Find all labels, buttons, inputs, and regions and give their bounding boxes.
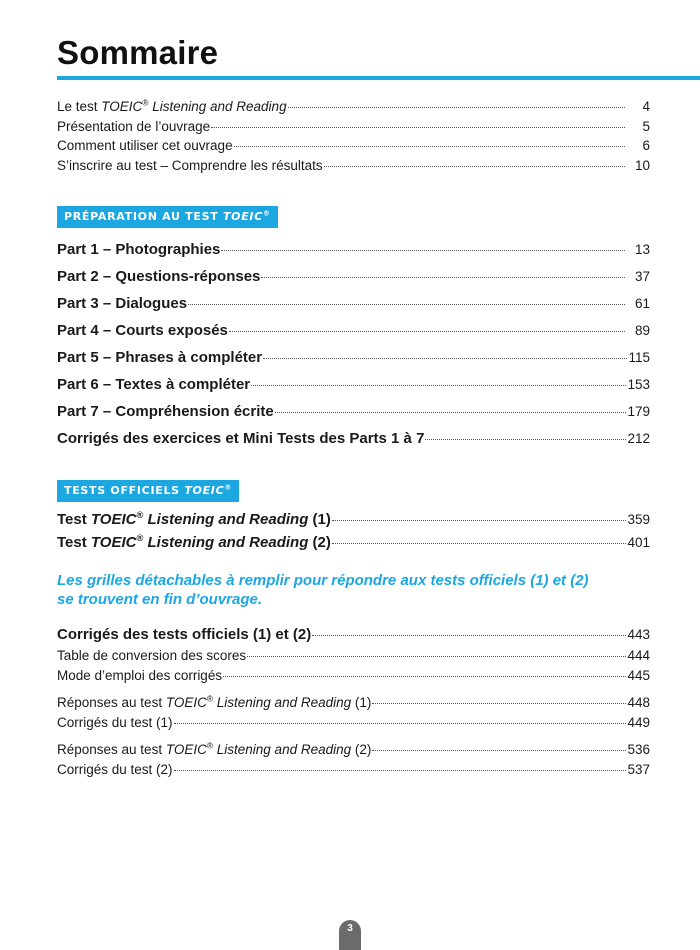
toc-entry-presentation[interactable]: Présentation de l’ouvrage 5 xyxy=(57,117,650,137)
page-number: 443 xyxy=(627,627,650,642)
page-number: 4 xyxy=(642,99,650,114)
page-number: 6 xyxy=(642,138,650,153)
detachable-grids-note: Les grilles détachables à remplir pour répondre aux tests officiels (1) et (2) se trouvent en fin d’ouvrage. xyxy=(57,572,589,608)
page-number: 61 xyxy=(634,296,650,311)
toc-entry-test-1[interactable]: Test TOEIC® Listening and Reading (1) 359 xyxy=(57,508,650,531)
page-number: 5 xyxy=(642,118,650,134)
toc-entry-part-5[interactable]: Part 5 – Phrases à compléter 115 xyxy=(57,344,650,371)
dot-leader xyxy=(372,750,626,751)
dot-leader xyxy=(188,304,625,305)
section-label-preparation: PRÉPARATION AU TEST TOEIC® xyxy=(57,206,278,228)
dot-leader xyxy=(234,146,625,147)
corriges-toc xyxy=(57,624,650,779)
dot-leader xyxy=(332,520,627,521)
dot-leader xyxy=(263,358,627,359)
page-number: 37 xyxy=(634,269,650,284)
toc-entry-reponses-test-1[interactable]: Réponses au test TOEIC® Listening and Reading (1) 448 xyxy=(57,693,650,713)
toc-entry-corriges-exercices[interactable]: Corrigés des exercices et Mini Tests des Parts 1 à 7 212 xyxy=(57,425,650,452)
page-number: 536 xyxy=(627,742,650,757)
page-number: 89 xyxy=(634,323,650,338)
dot-leader xyxy=(324,166,625,167)
toc-entry-table-conversion[interactable]: Table de conversion des scores 444 xyxy=(57,646,650,666)
dot-leader xyxy=(275,412,627,413)
toc-entry-part-7[interactable]: Part 7 – Compréhension écrite 179 xyxy=(57,398,650,425)
dot-leader xyxy=(221,250,625,251)
dot-leader xyxy=(251,385,626,386)
dot-leader xyxy=(211,127,625,128)
toc-entry-comment-utiliser[interactable]: Comment utiliser cet ouvrage 6 xyxy=(57,136,650,156)
toc-entry-part-4[interactable]: Part 4 – Courts exposés 89 xyxy=(57,317,650,344)
page-number: 359 xyxy=(627,512,650,527)
toc-entry-test-2[interactable]: Test TOEIC® Listening and Reading (2) 401 xyxy=(57,531,650,554)
dot-leader xyxy=(372,703,626,704)
dot-leader xyxy=(229,331,625,332)
page-number: 13 xyxy=(634,242,650,257)
page-number: 445 xyxy=(627,667,650,683)
toc-entry-le-test[interactable]: Le test TOEIC® Listening and Reading 4 xyxy=(57,97,650,117)
dot-leader xyxy=(425,439,626,440)
page-number: 212 xyxy=(627,431,650,446)
toc-entry-mode-emploi[interactable]: Mode d’emploi des corrigés 445 xyxy=(57,666,650,686)
dot-leader xyxy=(288,107,625,108)
toc-entry-corriges-test-2[interactable]: Corrigés du test (2) 537 xyxy=(57,760,650,780)
page-number: 153 xyxy=(627,377,650,392)
dot-leader xyxy=(174,723,627,724)
page-number: 448 xyxy=(627,695,650,710)
dot-leader xyxy=(247,656,626,657)
dot-leader xyxy=(174,770,627,771)
page-number: 537 xyxy=(627,761,650,777)
dot-leader xyxy=(261,277,625,278)
toc-entry-part-3[interactable]: Part 3 – Dialogues 61 xyxy=(57,290,650,317)
page-number: 401 xyxy=(627,535,650,550)
page-number: 444 xyxy=(627,648,650,663)
page-number: 449 xyxy=(627,714,650,730)
page-number: 179 xyxy=(627,404,650,419)
toc-entry-reponses-test-2[interactable]: Réponses au test TOEIC® Listening and Reading (2) 536 xyxy=(57,740,650,760)
section-label-tests-officiels: TESTS OFFICIELS TOEIC® xyxy=(57,480,239,502)
dot-leader xyxy=(332,543,627,544)
toc-entry-corriges-test-1[interactable]: Corrigés du test (1) 449 xyxy=(57,713,650,733)
dot-leader xyxy=(312,635,626,636)
page-number: 115 xyxy=(628,350,650,365)
page-title: Sommaire xyxy=(57,34,219,71)
toc-entry-part-6[interactable]: Part 6 – Textes à compléter 153 xyxy=(57,371,650,398)
tests-toc xyxy=(57,508,650,554)
toc-entry-corriges-tests[interactable]: Corrigés des tests officiels (1) et (2) 443 xyxy=(57,624,650,646)
toc-entry-part-2[interactable]: Part 2 – Questions-réponses 37 xyxy=(57,263,650,290)
page-number: 10 xyxy=(634,157,650,173)
preparation-toc xyxy=(57,236,650,452)
page-number-tab: 3 xyxy=(339,920,361,950)
toc-entry-part-1[interactable]: Part 1 – Photographies 13 xyxy=(57,236,650,263)
toc-entry-inscrire[interactable]: S’inscrire au test – Comprendre les résultats 10 xyxy=(57,156,650,176)
title-underline xyxy=(57,76,700,80)
intro-toc xyxy=(57,97,650,175)
dot-leader xyxy=(223,676,626,677)
